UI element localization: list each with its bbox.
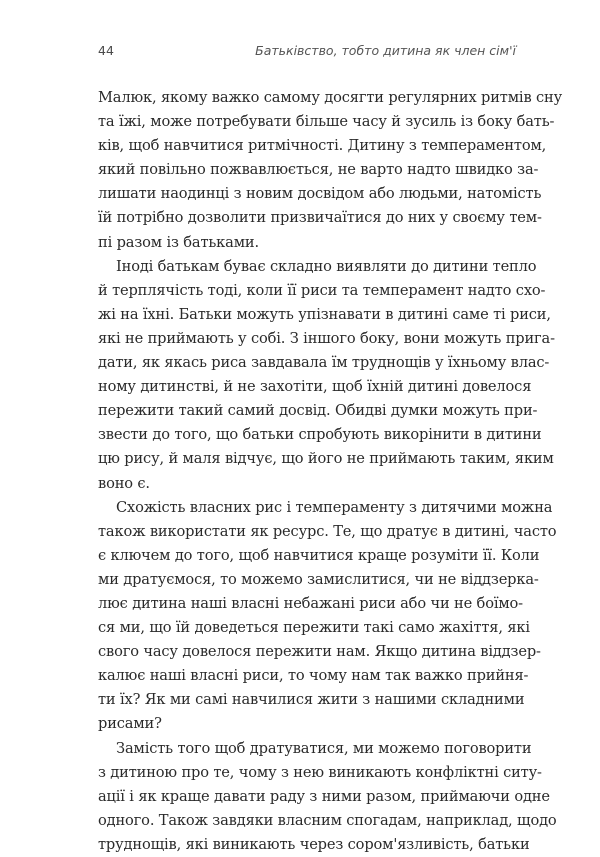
- text-line: свого часу довелося пережити нам. Якщо дитина віддзер-: [98, 643, 541, 661]
- text-line: лишати наодинці з новим досвідом або людьми, натомість: [98, 185, 542, 203]
- text-line: ному дитинстві, й не захотіти, щоб їхній дитині довелося: [98, 378, 532, 396]
- running-head: [98, 43, 516, 61]
- text-line: які не приймають у собі. З іншого боку, вони можуть прига-: [98, 329, 555, 347]
- text-line: Іноді батькам буває складно виявляти до дитини тепло: [116, 257, 537, 275]
- text-line: ти їх? Як ми самі навчилися жити з нашими складними: [98, 691, 525, 709]
- text-line: й терплячість тоді, коли її риси та темперамент надто схо-: [98, 281, 546, 299]
- text-line: одного. Також завдяки власним спогадам, наприклад, щодо: [98, 811, 557, 829]
- text-line: воно є.: [98, 474, 150, 492]
- text-line: їй потрібно дозволити призвичаїтися до них у своєму тем-: [98, 209, 542, 227]
- text-line: дати, як якась риса завдавала їм труднощів у їхньому влас-: [98, 354, 550, 372]
- text-line: та їжі, може потребувати більше часу й зусиль із боку бать-: [98, 113, 555, 131]
- text-line: який повільно пожвавлюється, не варто надто швидко за-: [98, 161, 539, 179]
- text-line: ків, щоб навчитися ритмічності. Дитину з темпераментом,: [98, 137, 547, 155]
- text-line: лює дитина наші власні небажані риси або чи не боїмо-: [98, 594, 523, 612]
- text-line: жі на їхні. Батьки можуть упізнавати в дитині саме ті риси,: [98, 305, 551, 323]
- page-number: 44: [98, 43, 114, 58]
- text-line: труднощів, які виникають через сором'язливість, батьки: [98, 835, 530, 853]
- text-line: ації і як краще давати раду з ними разом, приймаючи одне: [98, 787, 550, 805]
- text-line: Схожість власних рис і темпераменту з дитячими можна: [116, 498, 553, 516]
- text-line: Замість того щоб дратуватися, ми можемо поговорити: [116, 739, 532, 757]
- text-line: також використати як ресурс. Те, що дратує в дитині, часто: [98, 522, 557, 540]
- text-line: ми дратуємося, то можемо замислитися, чи не віддзерка-: [98, 570, 539, 588]
- text-line: пі разом із батьками.: [98, 233, 259, 251]
- body-text: [98, 86, 563, 857]
- text-line: пережити такий самий досвід. Обидві думки можуть при-: [98, 402, 538, 420]
- text-line: цю рису, й маля відчує, що його не приймають таким, яким: [98, 450, 554, 468]
- text-line: звести до того, що батьки спробують викорінити в дитини: [98, 426, 542, 444]
- text-line: є ключем до того, щоб навчитися краще розуміти її. Коли: [98, 546, 540, 564]
- text-line: ся ми, що їй доведеться пережити такі само жахіття, які: [98, 619, 530, 637]
- text-line: з дитиною про те, чому з нею виникають конфліктні ситу-: [98, 763, 542, 781]
- text-line: Малюк, якому важко самому досягти регулярних ритмів сну: [98, 89, 563, 106]
- text-line: рисами?: [98, 715, 162, 733]
- chapter-title: Батьківство, тобто дитина як член сім'ї: [255, 43, 516, 58]
- text-line: калює наші власні риси, то чому нам так важко прийня-: [98, 667, 529, 685]
